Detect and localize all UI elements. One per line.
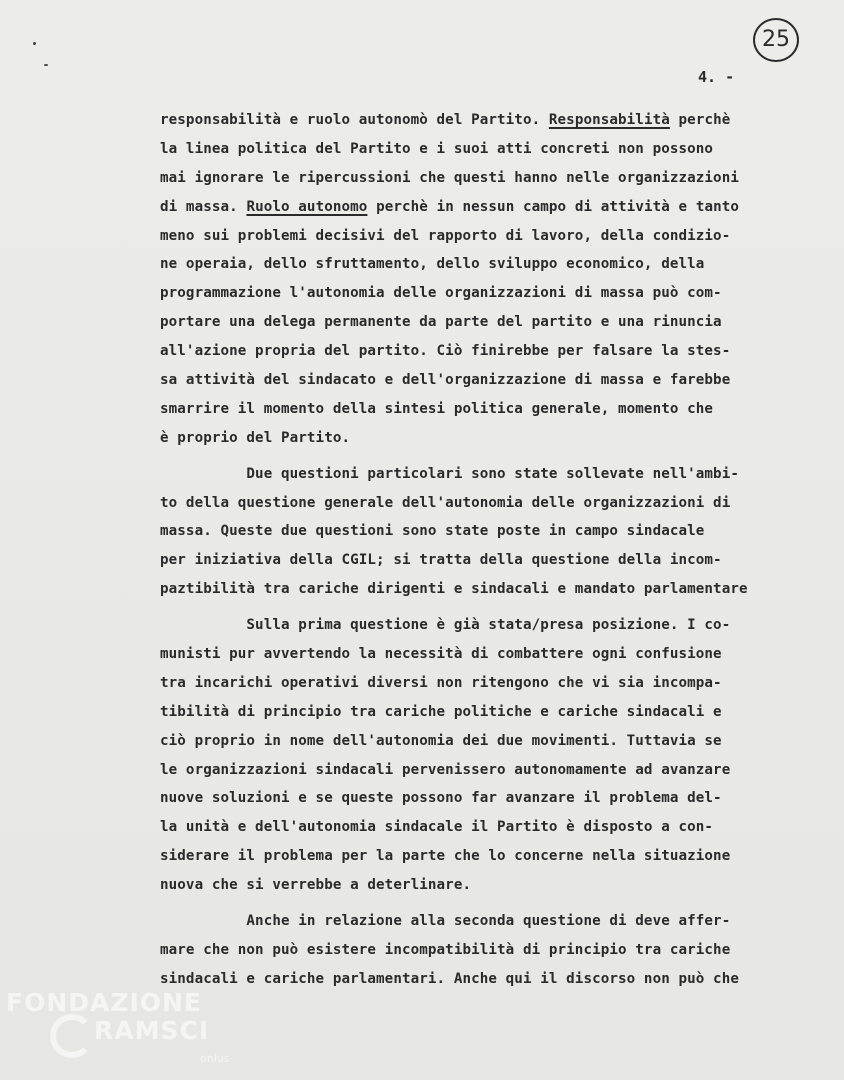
underlined-term: Ruolo autonomo bbox=[246, 198, 368, 215]
text-line: programmazione l'autonomia delle organizzazioni di massa può com- bbox=[160, 285, 722, 302]
text-line: smarrire il momento della sintesi politica generale, momento che bbox=[160, 400, 714, 417]
text-line: ne operaia, dello sfruttamento, dello sviluppo economico, della bbox=[160, 256, 705, 273]
text-line: Anche in relazione alla seconda questione di deve affer- bbox=[160, 913, 731, 930]
handwritten-folio-number: 25 bbox=[753, 18, 799, 62]
text-line: munisti pur avvertendo la necessità di combattere ogni confusione bbox=[160, 646, 722, 663]
text-line: tibilità di principio tra cariche politiche e cariche sindacali e bbox=[160, 703, 722, 720]
text-line: nuove soluzioni e se queste possono far avanzare il problema del- bbox=[160, 790, 722, 807]
text-line: meno sui problemi decisivi del rapporto di lavoro, della condizio- bbox=[160, 227, 731, 244]
page-number: 4. - bbox=[698, 68, 735, 86]
text-line: mare che non può esistere incompatibilità di principio tra cariche bbox=[160, 941, 731, 958]
fondazione-gramsci-watermark: FONDAZIONE RAMSCI onlus bbox=[6, 988, 230, 1065]
text-line: Due questioni particolari sono state sollevate nell'ambi- bbox=[160, 465, 739, 482]
text-line: nuova che si verrebbe a deterlinare. bbox=[160, 877, 472, 894]
text-line: paztibilità tra cariche dirigenti e sindacali e mandato parlamentare bbox=[160, 581, 748, 598]
text-line: sindacali e cariche parlamentari. Anche qui il discorso non può che bbox=[160, 970, 739, 987]
text-line: la linea politica del Partito e i suoi atti concreti non possono bbox=[160, 140, 714, 157]
underlined-term: Responsabilità bbox=[548, 112, 670, 128]
text-line: tra incarichi operativi diversi non ritengono che vi sia incompa- bbox=[160, 674, 722, 691]
typewritten-body bbox=[160, 106, 844, 994]
text-line: sa attività del sindacato e dell'organizzazione di massa e farebbe bbox=[160, 372, 731, 389]
text-line: responsabilità e ruolo autonomò del Partito. Responsabilità perchè bbox=[160, 112, 731, 128]
text-line: la unità e dell'autonomia sindacale il Partito è disposto a con- bbox=[160, 819, 714, 836]
text-line: Sulla prima questione è già stata/presa posizione. I co- bbox=[160, 617, 731, 634]
text-line: le organizzazioni sindacali pervenissero autonomamente ad avanzare bbox=[160, 761, 731, 778]
text-line: portare una delega permanente da parte del partito e una rinuncia bbox=[160, 314, 722, 331]
text-line: all'azione propria del partito. Ciò finirebbe per falsare la stes- bbox=[160, 343, 731, 360]
text-line: massa. Queste due questioni sono state poste in campo sindacale bbox=[160, 523, 705, 540]
text-line: è proprio del Partito. bbox=[160, 429, 351, 446]
text-line: to della questione generale dell'autonomia delle organizzazioni di bbox=[160, 494, 731, 511]
g-logo-icon bbox=[50, 1014, 94, 1058]
text-line: ciò proprio in nome dell'autonomia dei due movimenti. Tuttavia se bbox=[160, 732, 722, 749]
text-line: di massa. Ruolo autonomo perchè in nessun campo di attività e tanto bbox=[160, 198, 740, 215]
text-line: mai ignorare le ripercussioni che questi hanno nelle organizzazioni bbox=[160, 169, 739, 186]
text-line: per iniziativa della CGIL; si tratta della questione della incom- bbox=[160, 552, 722, 569]
paper-speck bbox=[44, 64, 48, 66]
paper-speck bbox=[33, 42, 36, 45]
text-line: siderare il problema per la parte che lo concerne nella situazione bbox=[160, 848, 731, 865]
